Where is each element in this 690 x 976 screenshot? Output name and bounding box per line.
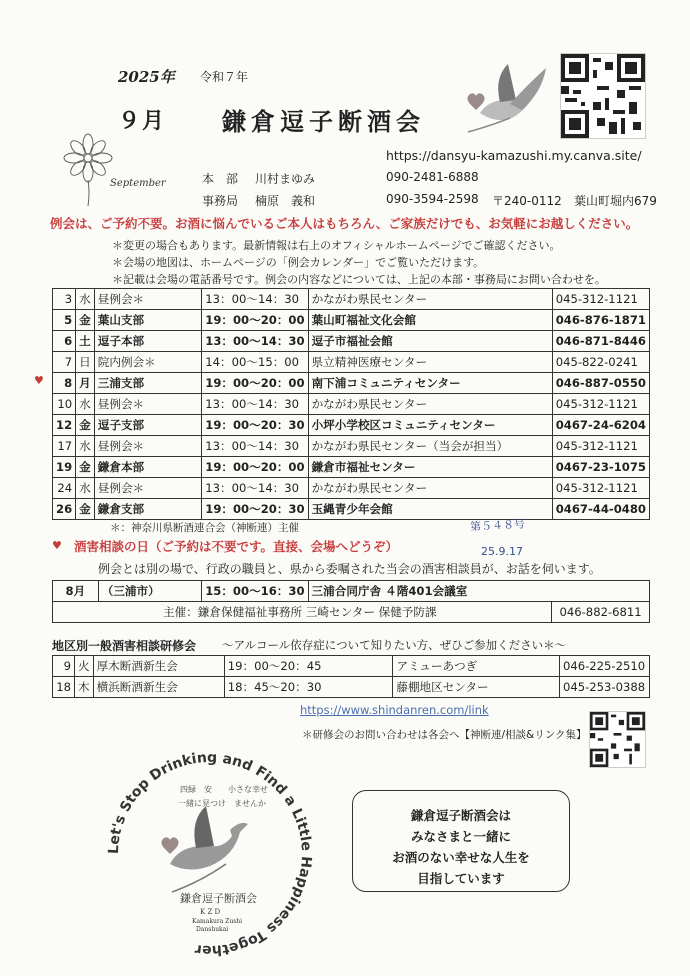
stamp-date: 25.9.17	[481, 545, 523, 558]
flower-illustration	[58, 128, 168, 208]
schedule-time: 13：00〜14：30	[202, 289, 308, 310]
consult-host: 主催：鎌倉保健福祉事務所 三崎センター 保健予防課	[53, 602, 552, 623]
table-row	[53, 310, 650, 331]
consult-phone: 046-882-6811	[552, 602, 650, 623]
schedule-name: 鎌倉支部	[94, 499, 202, 520]
schedule-day: 17	[53, 436, 76, 457]
schedule-day: 19	[53, 457, 76, 478]
schedule-dow: 金	[76, 415, 95, 436]
table-row	[53, 457, 650, 478]
logo-emblem	[100, 744, 320, 964]
schedule-venue: かながわ県民センター	[308, 478, 552, 499]
svg-text:一緒に見つけ ませんか: 一緒に見つけ ませんか	[178, 799, 266, 808]
schedule-table	[52, 288, 650, 520]
consult-title: 酒害相談の日（ご予約は不要です。直接、会場へどうぞ）	[74, 539, 399, 554]
callout-line: みなさまと一緒に	[410, 829, 511, 844]
schedule-day: 26	[53, 499, 76, 520]
notice-text: 例会は、ご予約不要。お酒に悩んでいるご本人はもちろん、ご家族だけでも、お気軽にお越しください。	[50, 216, 639, 231]
office-label: 事務局	[202, 194, 239, 208]
note-3: ＊記載は会場の電話番号です。例会の内容などについては、上記の本部・事務局にお問い合わせを。	[112, 273, 606, 286]
hq-phone: 090-2481-6888	[386, 170, 479, 184]
consult-date: 8月	[53, 581, 99, 602]
dove-illustration	[450, 58, 550, 148]
note-1: ＊変更の場合もあります。最新情報は右上のオフィシャルホームページでご確認ください。	[112, 239, 561, 252]
svg-text:Let's Stop Drinking and Find a: Let's Stop Drinking and Find a Little Happiness Together	[105, 749, 315, 959]
callout-line: 目指しています	[417, 871, 505, 886]
schedule-venue: 南下浦コミュニティセンター	[308, 373, 552, 394]
schedule-name: 昼例会＊	[94, 289, 202, 310]
regional-dow: 火	[74, 656, 93, 677]
regional-day: 9	[53, 656, 75, 677]
website-url[interactable]: https://dansyu-kamazushi.my.canva.site/	[386, 148, 642, 163]
schedule-dow: 金	[76, 499, 95, 520]
schedule-venue: 葉山町福祉文化会館	[308, 310, 552, 331]
schedule-time: 14：00〜15：00	[202, 352, 308, 373]
schedule-phone: 0467-44-0480	[552, 499, 649, 520]
table-row	[53, 656, 650, 677]
schedule-phone: 045-312-1121	[552, 289, 649, 310]
schedule-time: 13：00〜14：30	[202, 331, 308, 352]
regional-dow: 木	[74, 677, 93, 698]
schedule-phone: 0467-23-1075	[552, 457, 649, 478]
office-name: 楠原 義和	[255, 194, 316, 208]
svg-text:Danshukai: Danshukai	[196, 926, 229, 933]
schedule-time: 13：00〜14：30	[202, 478, 308, 499]
regional-time: 19：00〜20：45	[224, 656, 393, 677]
consult-time: 15：00〜16：30	[202, 581, 308, 602]
svg-text:September: September	[110, 178, 166, 189]
schedule-day: 3	[53, 289, 76, 310]
svg-text:Kamakura Zushi: Kamakura Zushi	[192, 918, 243, 925]
callout-line: お酒のない幸せな人生を	[392, 850, 530, 865]
postal-code: 〒240-0112	[492, 194, 562, 208]
schedule-footnote: ＊：神奈川県断酒連合会（神断連）主催	[110, 522, 299, 534]
svg-text:四緑 安 小さな幸せ: 四緑 安 小さな幸せ	[180, 785, 268, 794]
schedule-time: 19：00〜20：00	[202, 310, 308, 331]
schedule-phone: 045-312-1121	[552, 478, 649, 499]
table-row	[53, 436, 650, 457]
schedule-time: 19：00〜20：00	[202, 457, 308, 478]
schedule-day: 12	[53, 415, 76, 436]
schedule-dow: 水	[76, 394, 95, 415]
regional-link-note: ＊研修会のお問い合わせは各会へ【神断連/相談&リンク集】	[302, 729, 587, 741]
svg-text:K Z D: K Z D	[200, 908, 221, 916]
schedule-time: 19：00〜20：00	[202, 373, 308, 394]
regional-phone: 045-253-0388	[559, 677, 649, 698]
schedule-day: 8	[53, 373, 76, 394]
table-row	[53, 499, 650, 520]
consult-table	[52, 580, 650, 623]
note-2: ＊会場の地図は、ホームページの「例会カレンダー」でご覧いただけます。	[112, 256, 485, 269]
schedule-venue: 県立精神医療センター	[308, 352, 552, 373]
schedule-venue: かながわ県民センター	[308, 394, 552, 415]
regional-link[interactable]: https://www.shindanren.com/link	[300, 703, 489, 717]
hq-label: 本 部	[202, 172, 239, 186]
schedule-name: 昼例会＊	[94, 436, 202, 457]
schedule-dow: 水	[76, 478, 95, 499]
regional-time: 18：45〜20：30	[224, 677, 393, 698]
schedule-phone: 045-822-0241	[552, 352, 649, 373]
office-phone: 090-3594-2598	[386, 192, 479, 206]
schedule-day: 5	[53, 310, 76, 331]
schedule-venue: 逗子市福祉会館	[308, 331, 552, 352]
address: 葉山町堀内679	[574, 194, 657, 208]
schedule-name: 逗子本部	[94, 331, 202, 352]
schedule-name: 昼例会＊	[94, 478, 202, 499]
schedule-phone: 045-312-1121	[552, 436, 649, 457]
regional-name: 厚木断酒新生会	[93, 656, 224, 677]
regional-venue: アミューあつぎ	[393, 656, 560, 677]
schedule-phone: 046-887-0550	[552, 373, 649, 394]
schedule-phone: 046-876-1871	[552, 310, 649, 331]
table-row	[53, 677, 650, 698]
schedule-dow: 金	[76, 310, 95, 331]
hq-name: 川村まゆみ	[255, 172, 316, 186]
schedule-venue: かながわ県民センター（当会が担当）	[308, 436, 552, 457]
table-row	[53, 289, 650, 310]
heart-icon: ♥	[52, 539, 62, 552]
consult-text: 例会とは別の場で、行政の職員と、県から委嘱された当会の酒害相談員が、お話を伺います。	[98, 562, 601, 576]
schedule-dow: 土	[76, 331, 95, 352]
schedule-venue: 玉縄青少年会館	[308, 499, 552, 520]
schedule-venue: 小坪小学校区コミュニティセンター	[308, 415, 552, 436]
schedule-phone: 046-871-8446	[552, 331, 649, 352]
year: 2025年	[118, 68, 175, 86]
heart-icon: ♥	[34, 374, 44, 387]
qr-code	[560, 53, 646, 139]
schedule-time: 19：00〜20：30	[202, 415, 308, 436]
schedule-time: 19：00〜20：30	[202, 499, 308, 520]
schedule-time: 13：00〜14：30	[202, 394, 308, 415]
table-row	[53, 352, 650, 373]
schedule-name: 逗子支部	[94, 415, 202, 436]
schedule-day: 6	[53, 331, 76, 352]
schedule-name: 葉山支部	[94, 310, 202, 331]
table-row	[53, 394, 650, 415]
table-row	[53, 331, 650, 352]
reiwa-year: 令和７年	[200, 70, 249, 84]
schedule-venue: 鎌倉市福祉センター	[308, 457, 552, 478]
schedule-day: 7	[53, 352, 76, 373]
schedule-dow: 金	[76, 457, 95, 478]
schedule-name: 昼例会＊	[94, 394, 202, 415]
schedule-venue: かながわ県民センター	[308, 289, 552, 310]
callout-line: 鎌倉逗子断酒会は	[410, 808, 511, 823]
consult-place: （三浦市）	[98, 581, 201, 602]
month: ９月	[118, 108, 167, 134]
regional-day: 18	[53, 677, 75, 698]
regional-phone: 046-225-2510	[559, 656, 649, 677]
schedule-dow: 月	[76, 373, 95, 394]
schedule-dow: 水	[76, 289, 95, 310]
regional-table	[52, 655, 650, 698]
schedule-name: 三浦支部	[94, 373, 202, 394]
regional-name: 横浜断酒新生会	[93, 677, 224, 698]
schedule-time: 13：00〜14：30	[202, 436, 308, 457]
qr-code-small	[589, 711, 646, 768]
schedule-day: 24	[53, 478, 76, 499]
table-row	[53, 373, 650, 394]
consult-venue: 三浦合同庁舎 ４階401会議室	[308, 581, 649, 602]
schedule-phone: 045-312-1121	[552, 394, 649, 415]
svg-text:鎌倉逗子断酒会: 鎌倉逗子断酒会	[180, 892, 257, 905]
table-row	[53, 478, 650, 499]
schedule-name: 院内例会＊	[94, 352, 202, 373]
schedule-dow: 日	[76, 352, 95, 373]
schedule-dow: 水	[76, 436, 95, 457]
page-title: 鎌倉逗子断酒会	[222, 107, 425, 136]
stamp-number: 第５４８号	[469, 517, 526, 534]
regional-venue: 藤棚地区センター	[393, 677, 560, 698]
schedule-phone: 0467-24-6204	[552, 415, 649, 436]
regional-subtitle: 〜アルコール依存症について知りたい方、ぜひご参加ください＊〜	[222, 638, 567, 652]
schedule-name: 鎌倉本部	[94, 457, 202, 478]
table-row	[53, 415, 650, 436]
regional-title: 地区別一般酒害相談研修会	[52, 639, 197, 653]
schedule-day: 10	[53, 394, 76, 415]
mission-callout	[352, 790, 570, 892]
